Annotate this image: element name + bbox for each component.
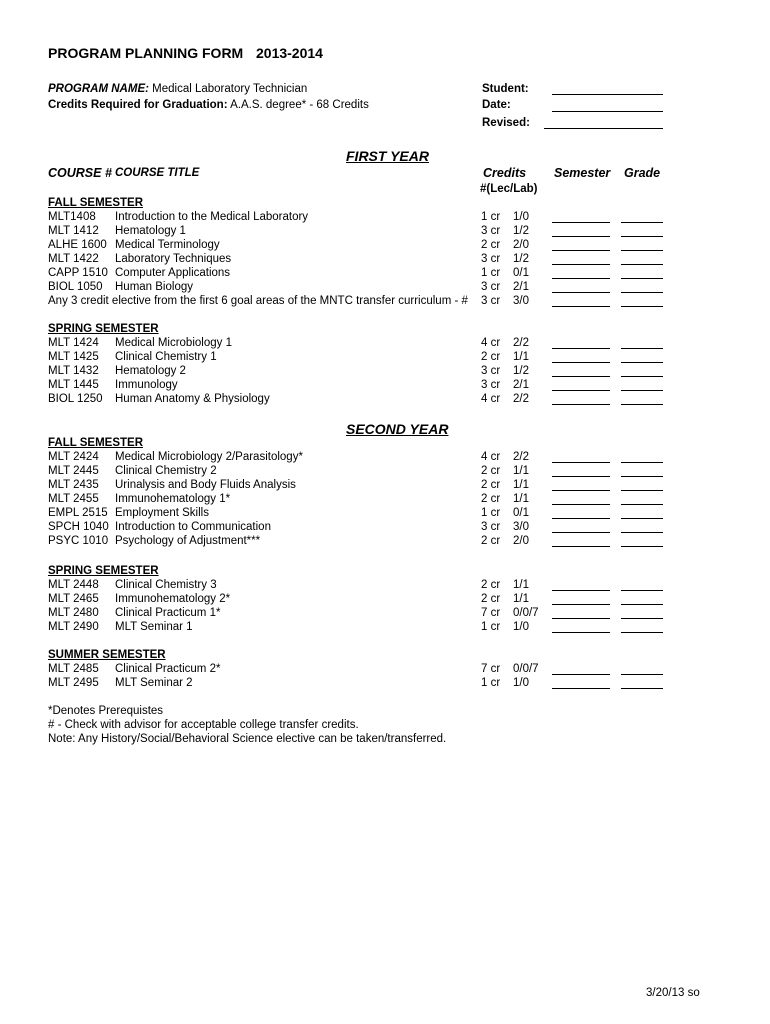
course-title: Clinical Practicum 2* [115, 663, 221, 675]
course-title: Immunohematology 2* [115, 593, 231, 605]
form-title: PROGRAM PLANNING FORM [48, 45, 244, 61]
course-lec-lab: 1/0 [513, 211, 529, 223]
semester-line[interactable] [552, 362, 610, 363]
date-field[interactable] [552, 111, 663, 112]
course-lec-lab: 2/2 [513, 337, 529, 349]
course-code: EMPL 2515 [48, 507, 108, 519]
grade-line[interactable] [621, 250, 663, 251]
grade-line[interactable] [621, 674, 663, 675]
semester-line[interactable] [552, 292, 610, 293]
semester-heading: SUMMER SEMESTER [48, 649, 166, 661]
course-credits: 1 cr [481, 621, 501, 633]
course-lec-lab: 0/0/7 [513, 607, 539, 619]
course-credits: 2 cr [481, 579, 501, 591]
course-title: Immunology [115, 379, 178, 391]
course-credits: 7 cr [481, 607, 501, 619]
credits-subheader: #(Lec/Lab) [480, 183, 538, 195]
course-title: Hematology 2 [115, 365, 186, 377]
semester-heading: FALL SEMESTER [48, 437, 143, 449]
first-year-heading: FIRST YEAR [346, 148, 429, 164]
grade-line[interactable] [621, 306, 663, 307]
course-credits: 2 cr [481, 239, 501, 251]
semester-line[interactable] [552, 390, 610, 391]
course-code: MLT 2495 [48, 677, 99, 689]
course-credits: 7 cr [481, 663, 501, 675]
course-code: MLT 2480 [48, 607, 99, 619]
course-credits: 4 cr [481, 393, 501, 405]
semester-line[interactable] [552, 250, 610, 251]
grade-line[interactable] [621, 546, 663, 547]
course-code: ALHE 1600 [48, 239, 107, 251]
semester-line[interactable] [552, 476, 610, 477]
revised-label: Revised: [482, 117, 530, 129]
semester-heading: SPRING SEMESTER [48, 565, 159, 577]
semester-line[interactable] [552, 604, 610, 605]
course-credits: 3 cr [481, 281, 501, 293]
course-code: BIOL 1050 [48, 281, 103, 293]
semester-header: Semester [554, 166, 611, 180]
course-lec-lab: 1/0 [513, 621, 529, 633]
grade-line[interactable] [621, 590, 663, 591]
course-title: Medical Microbiology 2/Parasitology* [115, 451, 303, 463]
course-code: MLT 1424 [48, 337, 99, 349]
grade-line[interactable] [621, 362, 663, 363]
credits-required-label: Credits Required for Graduation: [48, 99, 228, 111]
course-lec-lab: 1/1 [513, 351, 529, 363]
course-credits: 2 cr [481, 593, 501, 605]
course-title: Computer Applications [115, 267, 231, 279]
course-title: Introduction to Communication [115, 521, 271, 533]
course-title: Urinalysis and Body Fluids Analysis [115, 479, 296, 491]
course-code: MLT 1425 [48, 351, 99, 363]
course-credits: 2 cr [481, 351, 501, 363]
grade-line[interactable] [621, 348, 663, 349]
course-lec-lab: 2/1 [513, 379, 529, 391]
semester-line[interactable] [552, 306, 610, 307]
course-title: Medical Terminology [115, 239, 220, 251]
course-code: MLT 1445 [48, 379, 99, 391]
program-name-value: Medical Laboratory Technician [152, 83, 308, 95]
student-label: Student: [482, 83, 529, 95]
grade-line[interactable] [621, 264, 663, 265]
course-lec-lab: 3/0 [513, 295, 529, 307]
semester-line[interactable] [552, 518, 610, 519]
grade-line[interactable] [621, 604, 663, 605]
semester-line[interactable] [552, 376, 610, 377]
course-credits: 3 cr [481, 295, 501, 307]
course-credits: 2 cr [481, 465, 501, 477]
course-title: Clinical Chemistry 2 [115, 465, 217, 477]
note-prerequisites: *Denotes Prerequistes [48, 705, 164, 717]
course-lec-lab: 2/0 [513, 535, 529, 547]
credits-required-value: A.A.S. degree* - 68 Credits [230, 99, 369, 111]
grade-line[interactable] [621, 404, 663, 405]
course-code: MLT 2455 [48, 493, 99, 505]
course-credits: 2 cr [481, 479, 501, 491]
grade-line[interactable] [621, 292, 663, 293]
semester-line[interactable] [552, 590, 610, 591]
semester-line[interactable] [552, 264, 610, 265]
grade-line[interactable] [621, 490, 663, 491]
course-credits: 2 cr [481, 535, 501, 547]
course-lec-lab: 3/0 [513, 521, 529, 533]
grade-line[interactable] [621, 518, 663, 519]
semester-line[interactable] [552, 688, 610, 689]
semester-line[interactable] [552, 236, 610, 237]
grade-line[interactable] [621, 462, 663, 463]
course-credits: 1 cr [481, 507, 501, 519]
course-lec-lab: 1/1 [513, 479, 529, 491]
grade-line[interactable] [621, 376, 663, 377]
course-lec-lab: 1/0 [513, 677, 529, 689]
second-year-heading: SECOND YEAR [346, 421, 449, 437]
semester-line[interactable] [552, 618, 610, 619]
semester-line[interactable] [552, 674, 610, 675]
note-transfer: # - Check with advisor for acceptable college transfer credits. [48, 719, 359, 731]
course-code: MLT 2448 [48, 579, 99, 591]
semester-line[interactable] [552, 404, 610, 405]
grade-line[interactable] [621, 236, 663, 237]
course-lec-lab: 2/2 [513, 393, 529, 405]
course-code: MLT 1412 [48, 225, 99, 237]
course-code: MLT 1422 [48, 253, 99, 265]
course-code: BIOL 1250 [48, 393, 103, 405]
course-title: Laboratory Techniques [115, 253, 232, 265]
semester-line[interactable] [552, 348, 610, 349]
program-name-row [48, 83, 307, 95]
course-lec-lab: 0/0/7 [513, 663, 539, 675]
course-code: PSYC 1010 [48, 535, 109, 547]
course-lec-lab: 1/1 [513, 465, 529, 477]
course-title: Clinical Chemistry 3 [115, 579, 217, 591]
course-title: Medical Microbiology 1 [115, 337, 232, 349]
grade-line[interactable] [621, 278, 663, 279]
course-title-header: COURSE TITLE [115, 167, 200, 179]
grade-line[interactable] [621, 504, 663, 505]
course-title: Introduction to the Medical Laboratory [115, 211, 309, 223]
grade-line[interactable] [621, 476, 663, 477]
grade-line[interactable] [621, 222, 663, 223]
semester-line[interactable] [552, 546, 610, 547]
date-label: Date: [482, 99, 511, 111]
course-title: MLT Seminar 2 [115, 677, 193, 689]
grade-line[interactable] [621, 688, 663, 689]
grade-line[interactable] [621, 618, 663, 619]
course-credits: 2 cr [481, 493, 501, 505]
course-code: MLT 2490 [48, 621, 99, 633]
course-lec-lab: 1/1 [513, 593, 529, 605]
course-code: MLT 2445 [48, 465, 99, 477]
course-code: CAPP 1510 [48, 267, 108, 279]
course-code: MLT 2465 [48, 593, 99, 605]
course-number-header: COURSE # [48, 166, 112, 180]
semester-line[interactable] [552, 222, 610, 223]
course-credits: 4 cr [481, 337, 501, 349]
course-lec-lab: 0/1 [513, 507, 529, 519]
semester-line[interactable] [552, 490, 610, 491]
course-code: MLT 2424 [48, 451, 99, 463]
course-code: MLT1408 [48, 211, 96, 223]
grade-line[interactable] [621, 390, 663, 391]
elective-text: Any 3 credit elective from the first 6 goal areas of the MNTC transfer curriculum - # [48, 295, 468, 307]
course-credits: 4 cr [481, 451, 501, 463]
course-credits: 1 cr [481, 267, 501, 279]
course-lec-lab: 2/2 [513, 451, 529, 463]
course-title: Clinical Chemistry 1 [115, 351, 217, 363]
revised-field[interactable] [544, 128, 663, 129]
course-credits: 1 cr [481, 211, 501, 223]
semester-line[interactable] [552, 278, 610, 279]
semester-heading: SPRING SEMESTER [48, 323, 159, 335]
course-title: Immunohematology 1* [115, 493, 231, 505]
semester-line[interactable] [552, 462, 610, 463]
course-credits: 3 cr [481, 521, 501, 533]
grade-line[interactable] [621, 632, 663, 633]
footer-date: 3/20/13 so [646, 987, 700, 999]
course-credits: 3 cr [481, 253, 501, 265]
course-title: Employment Skills [115, 507, 209, 519]
course-lec-lab: 1/1 [513, 493, 529, 505]
semester-heading: FALL SEMESTER [48, 197, 143, 209]
credits-required-row [48, 99, 369, 111]
course-code: SPCH 1040 [48, 521, 109, 533]
grade-header: Grade [624, 166, 661, 180]
course-lec-lab: 1/2 [513, 253, 529, 265]
program-name-label: PROGRAM NAME: [48, 83, 149, 95]
course-credits: 1 cr [481, 677, 501, 689]
grade-line[interactable] [621, 532, 663, 533]
course-credits: 3 cr [481, 365, 501, 377]
course-code: MLT 1432 [48, 365, 99, 377]
course-lec-lab: 2/0 [513, 239, 529, 251]
course-lec-lab: 0/1 [513, 267, 529, 279]
course-code: MLT 2435 [48, 479, 99, 491]
credits-header: Credits [483, 166, 527, 180]
course-lec-lab: 1/2 [513, 365, 529, 377]
course-title: Hematology 1 [115, 225, 186, 237]
course-credits: 3 cr [481, 225, 501, 237]
semester-line[interactable] [552, 504, 610, 505]
course-title: Human Anatomy & Physiology [115, 393, 270, 405]
course-lec-lab: 2/1 [513, 281, 529, 293]
course-lec-lab: 1/1 [513, 579, 529, 591]
semester-line[interactable] [552, 632, 610, 633]
form-year: 2013-2014 [256, 45, 323, 61]
course-lec-lab: 1/2 [513, 225, 529, 237]
note-elective: Note: Any History/Social/Behavioral Science elective can be taken/transferred. [48, 733, 447, 745]
course-code: MLT 2485 [48, 663, 99, 675]
student-field[interactable] [552, 94, 663, 95]
course-title: Human Biology [115, 281, 193, 293]
semester-line[interactable] [552, 532, 610, 533]
course-title: MLT Seminar 1 [115, 621, 193, 633]
course-title: Psychology of Adjustment*** [115, 535, 261, 547]
course-title: Clinical Practicum 1* [115, 607, 221, 619]
course-credits: 3 cr [481, 379, 501, 391]
